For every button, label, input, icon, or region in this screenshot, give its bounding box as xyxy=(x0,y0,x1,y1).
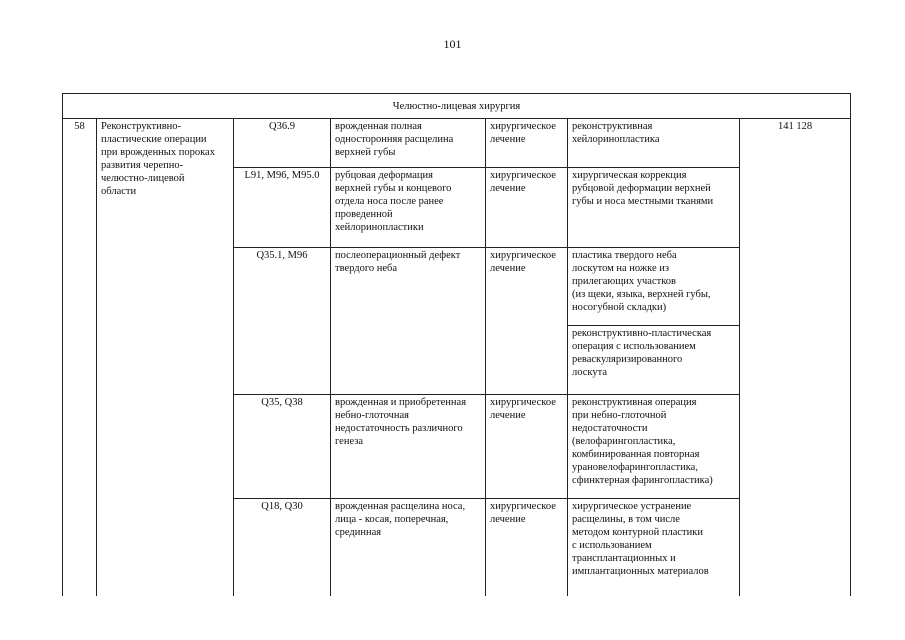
diagnosis-description: врожденная расщелина носа, лица - косая, поперечная, срединная xyxy=(331,499,486,599)
treatment-method: реконструктивная операция при небно-глоточной недостаточности (велофарингопластика, комбинированная повторная урановелофарингопластика, сфинктерная фарингопластика) xyxy=(568,395,740,499)
diagnosis-description: врожденная и приобретенная небно-глоточная недостаточность различного генеза xyxy=(331,395,486,499)
treatment-type: хирургическое лечение xyxy=(486,395,568,499)
treatment-type: хирургическое лечение xyxy=(486,119,568,168)
diagnosis-codes: L91, M96, M95.0 xyxy=(234,168,331,248)
diagnosis-codes: Q35.1, M96 xyxy=(234,248,331,395)
diagnosis-description: послеоперационный дефект твердого неба xyxy=(331,248,486,395)
page-bottom-margin xyxy=(0,596,905,640)
page-number: 101 xyxy=(443,37,462,51)
diagnosis-codes: Q36.9 xyxy=(234,119,331,168)
treatment-type: хирургическое лечение xyxy=(486,248,568,395)
section-header-row xyxy=(63,94,851,119)
diagnosis-description: врожденная полная односторонняя расщелина верхней губы xyxy=(331,119,486,168)
diagnosis-codes: Q35, Q38 xyxy=(234,395,331,499)
table-row xyxy=(63,119,851,168)
procedures-table xyxy=(62,93,851,599)
treatment-method: реконструктивно-пластическая операция с использованием реваскуляризированного лоскута xyxy=(568,326,740,395)
treatment-method: пластика твердого неба лоскутом на ножке из прилегающих участков (из щеки, языка, верхней губы, носогубной складки) xyxy=(568,248,740,326)
group-name: Реконструктивно- пластические операции при врожденных пороках развития черепно- челюстно-лицевой области xyxy=(97,119,234,599)
group-number: 58 xyxy=(63,119,97,599)
treatment-method: хирургическое устранение расщелины, в том числе методом контурной пластики с использованием трансплантационных и имплантационных материалов xyxy=(568,499,740,599)
treatment-method: хирургическая коррекция рубцовой деформации верхней губы и носа местными тканями xyxy=(568,168,740,248)
diagnosis-codes: Q18, Q30 xyxy=(234,499,331,599)
treatment-type: хирургическое лечение xyxy=(486,499,568,599)
section-title: Челюстно-лицевая хирургия xyxy=(63,94,851,119)
standard-value: 141 128 xyxy=(740,119,851,599)
treatment-type: хирургическое лечение xyxy=(486,168,568,248)
diagnosis-description: рубцовая деформация верхней губы и концевого отдела носа после ранее проведенной хейлоринопластики xyxy=(331,168,486,248)
treatment-method: реконструктивная хейлоринопластика xyxy=(568,119,740,168)
